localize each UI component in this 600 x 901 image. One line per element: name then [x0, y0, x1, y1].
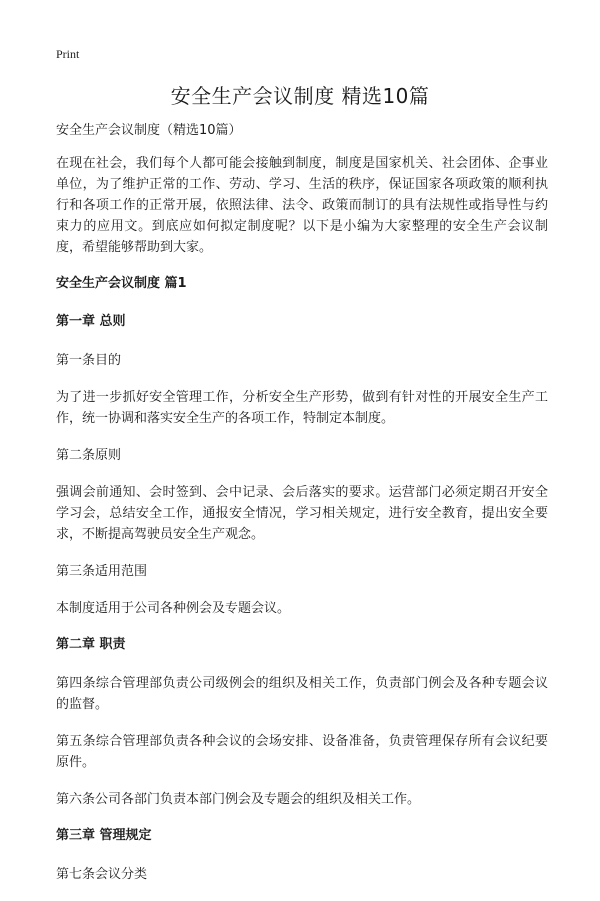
- section-heading: 安全生产会议制度 篇1: [56, 276, 187, 291]
- document-body: [56, 120, 548, 901]
- article-5-text: 第五条综合管理部负责各种会议的会场安排、设备准备，负责管理保存所有会议纪要原件。: [56, 734, 548, 770]
- chapter-heading-3: 第三章 管理规定: [56, 828, 152, 843]
- article-1-text: 为了进一步抓好安全管理工作，分析安全生产形势，做到有针对性的开展安全生产工作，统一协调和落实安全生产的各项工作，特制定本制度。: [56, 390, 548, 426]
- print-link[interactable]: Print: [56, 47, 80, 61]
- article-3-text: 本制度适用于公司各种例会及专题会议。: [56, 601, 291, 616]
- article-4-text: 第四条综合管理部负责公司级例会的组织及相关工作，负责部门例会及各种专题会议的监督。: [56, 676, 548, 712]
- chapter-heading-2: 第二章 职责: [56, 637, 126, 652]
- article-1-title: 第一条目的: [56, 353, 122, 368]
- page-title: 安全生产会议制度 精选10篇: [170, 84, 430, 108]
- article-7-title: 第七条会议分类: [56, 867, 148, 882]
- article-2-title: 第二条原则: [56, 448, 122, 463]
- article-3-title: 第三条适用范围: [56, 564, 148, 579]
- article-6-text: 第六条公司各部门负责本部门例会及专题会的组织及相关工作。: [56, 792, 421, 807]
- intro-paragraph: 在现在社会，我们每个人都可能会接触到制度，制度是国家机关、社会团体、企事业单位，为了维护正常的工作、劳动、学习、生活的秩序，保证国家各项政策的顺利执行和各项工作的正常开展，依照法律、法令、政策而制订的具有法规性或指导性与约束力的应用文。到底应如何拟定制度呢？以下是小编为大家整理的安全生产会议制度，希望能够帮助到大家。: [56, 156, 548, 255]
- document-subtitle: 安全生产会议制度（精选10篇）: [56, 123, 242, 138]
- article-2-text: 强调会前通知、会时签到、会中记录、会后落实的要求。运营部门必须定期召开安全学习会，总结安全工作，通报安全情况，学习相关规定，进行安全教育，提出安全要求，不断提高驾驶员安全生产观念。: [56, 485, 548, 542]
- chapter-heading-1: 第一章 总则: [56, 314, 126, 329]
